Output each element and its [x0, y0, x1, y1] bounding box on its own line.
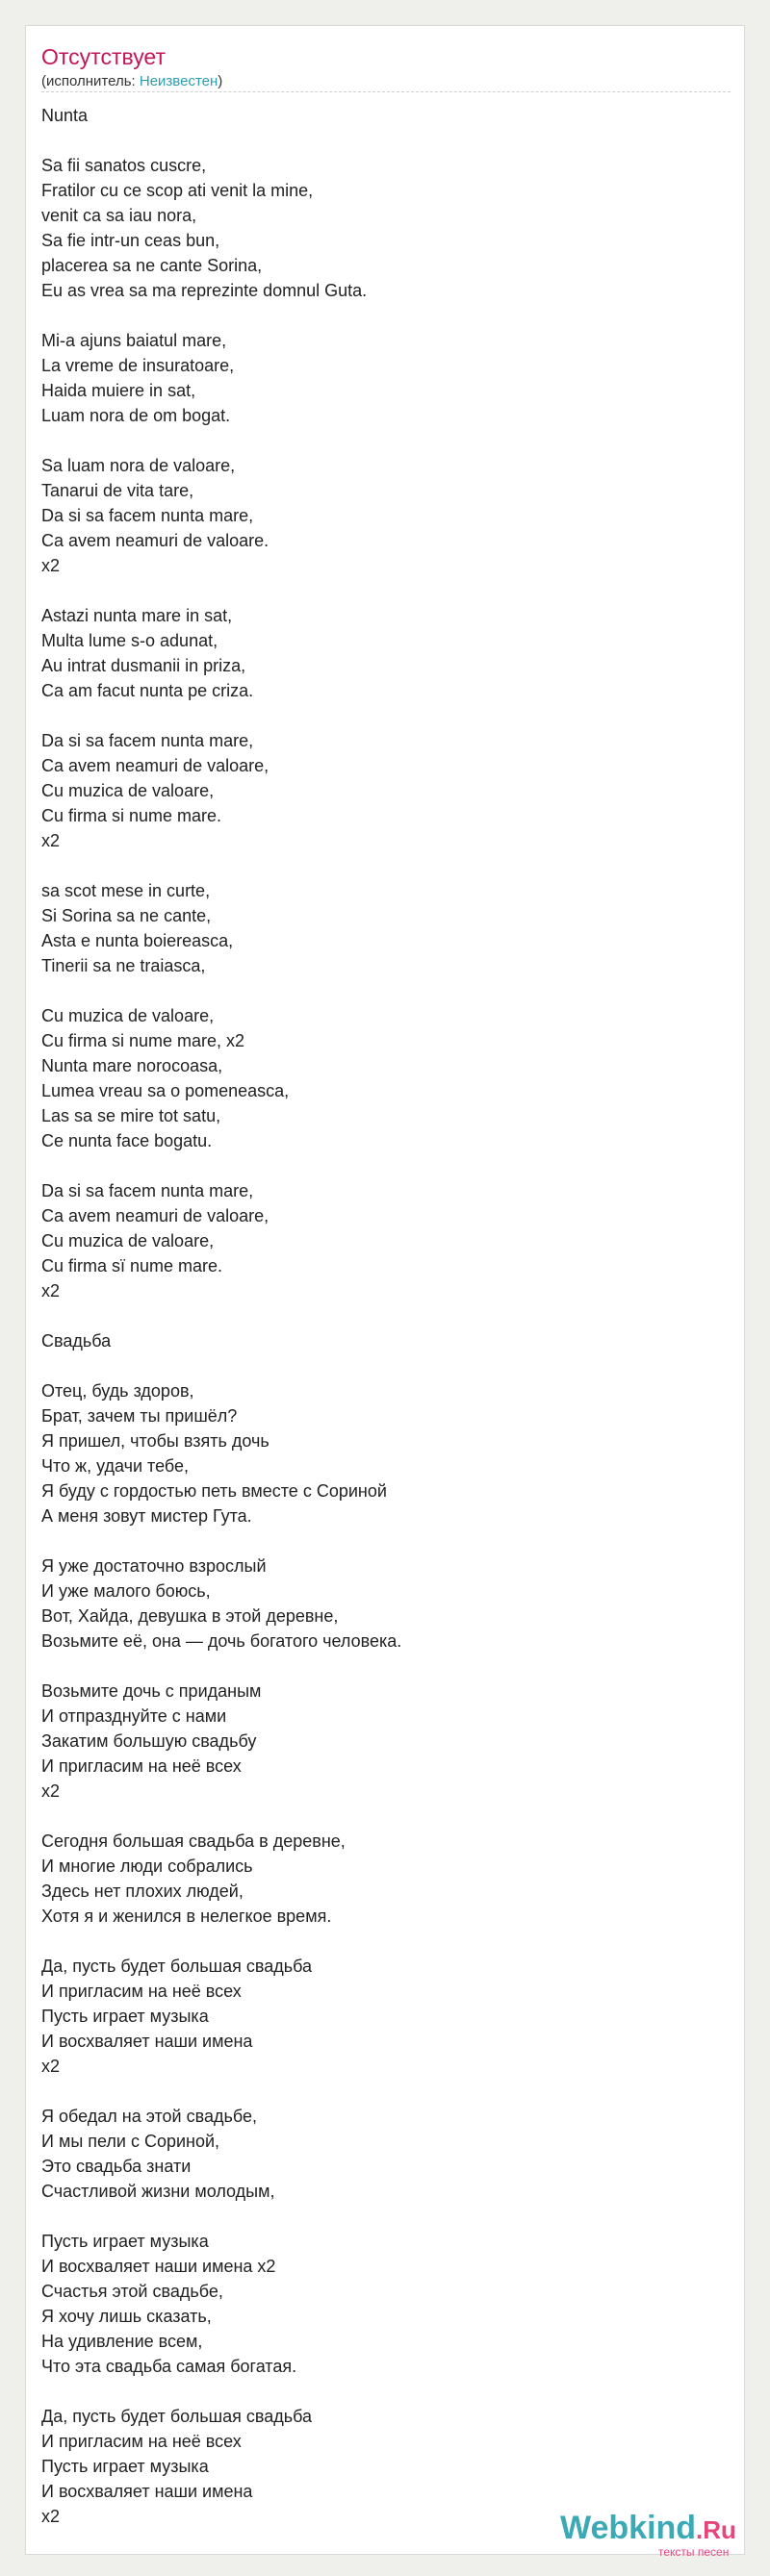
logo-main-text: Webkind	[560, 2510, 697, 2546]
header-divider	[41, 91, 731, 92]
logo-tld: .Ru	[696, 2515, 736, 2544]
lyrics-text: Nunta Sa fii sanatos cuscre, Fratilor cu ce scop ati venit la mine, venit ca sa iau nora, Sa fie intr-un ceas bun, placerea sa ne cante Sorina, Eu as vrea sa ma reprezinte domnul Guta. Mi-a ajuns baiatul mare, La vreme de insuratoare, Haida muiere in sat, Luam nora de om bogat. Sa luam nora de valoare, Tanarui de vita tare, Da si sa facem nunta mare, Ca avem neamuri de valoare. x2 Astazi nunta mare in sat, Multa lume s-o adunat, Au intrat dusmanii in priza, Ca am facut nunta pe criza. Da si sa facem nunta mare, Ca avem neamuri de valoare, Cu muzica de valoare, Cu firma si nume mare. x2 sa scot mese in curte, Si Sorina sa ne cante, Asta e nunta boiereasca, Tinerii sa ne traiasca, Cu muzica de valoare, Cu firma si nume mare, x2 Nunta mare norocoasa, Lumea vreau sa o pomeneasca, Las sa se mire tot satu, Ce nunta face bogatu. Da si sa facem nunta mare, Ca avem neamuri de valoare, Cu muzica de valoare, Cu firma sï nume mare. x2 Свадьба Отец, будь здоров, Брат, зачем ты пришёл? Я пришел, чтобы взять дочь Что ж, удачи тебе, Я буду с гордостью петь вместе с Сориной А меня зовут мистер Гута. Я уже достаточно взрослый И уже малого боюсь, Вот, Хайда, девушка в этой деревне, Возьмите её, она — дочь богатого человека. Возьмите дочь с приданым И отпразднуйте с нами Закатим большую свадьбу И пригласим на неё всех x2 Сегодня большая свадьба в деревне, И многие люди собрались Здесь нет плохих людей, Хотя я и женился в нелегкое время. Да, пусть будет большая свадьба И пригласим на неё всех Пусть играет музыка И восхваляет наши имена x2 Я обедал на этой свадьбе, И мы пели с Сориной, Это свадьба знати Счастливой жизни молодым, Пусть играет музыка И восхваляет наши имена x2 Счастья этой свадьбе, Я хочу лишь сказать, На удивление всем, Что эта свадьба самая богатая. Да, пусть будет большая свадьба И пригласим на неё всех Пусть играет музыка И восхваляет наши имена x2	[41, 106, 402, 2526]
lyrics-card	[25, 25, 745, 2555]
logo-tagline: тексты песен	[658, 2545, 730, 2559]
song-title: Отсутствует	[41, 44, 166, 69]
site-logo[interactable]	[560, 2509, 753, 2566]
meta-prefix: (исполнитель:	[41, 73, 140, 89]
logo-wordmark	[560, 2509, 736, 2549]
meta-suffix: )	[218, 73, 223, 89]
song-meta	[41, 72, 222, 91]
artist-link[interactable]: Неизвестен	[139, 73, 218, 89]
